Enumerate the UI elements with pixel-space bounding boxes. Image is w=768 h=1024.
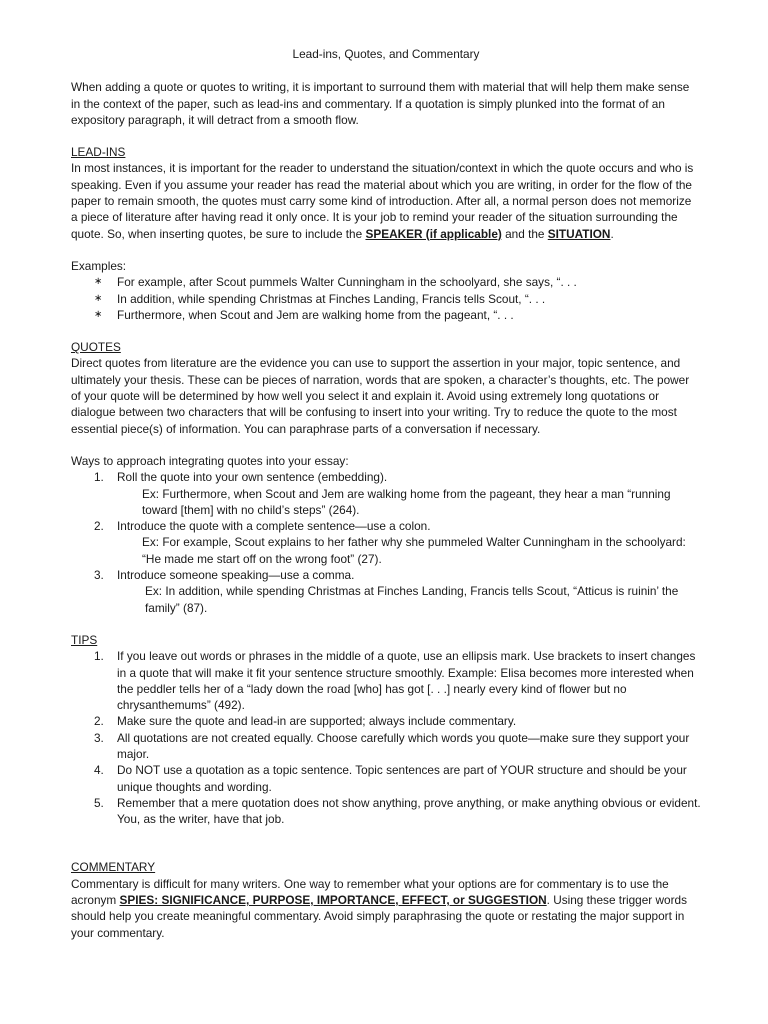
commentary-body-before: Commentary is difficult for many writers. One way to remember what your options are for commentary is to use the acronym [71, 876, 669, 908]
spies-acronym-emphasis: SPIES: SIGNIFICANCE, PURPOSE, IMPORTANCE, EFFECT, or SUGGESTION [119, 893, 547, 908]
list-item: 1. Roll the quote into your own sentence (embedding). [94, 470, 388, 485]
tips-heading: TIPS [71, 632, 98, 647]
list-item: 3. Introduce someone speaking—use a comma. [94, 568, 355, 583]
leadins-paragraph [71, 160, 701, 241]
list-item: ∗ For example, after Scout pummels Walter Cunningham in the schoolyard, she says, “. . . [94, 275, 577, 290]
quotes-paragraph: Direct quotes from literature are the evidence you can use to support the assertion in your major, topic sentence, and ultimately your thesis. These can be pieces of narration, words that are spoken, a character’s thoughts, etc. The power of your quote will be determined by how well you select it and explain it. Avoid using extremely long quotations or dialogue between two characters that will be confusing to insert into your writing. Try to reduce the quote to the most essential piece(s) of information. You can paraphrase parts of a conversation if necessary. [71, 356, 690, 436]
list-item: 1. If you leave out words or phrases in the middle of a quote, use an ellipsis mark. Use brackets to insert changes in a quote that will make it fit your sentence structure smoothly. Example: Elisa becomes more interested when the peddler tells her of a “lady down the road [who] has got [. . .] nearly every kind of flower but no chrysanthemums” (492). [94, 649, 696, 713]
ways-list [71, 469, 701, 616]
examples-list [71, 274, 701, 323]
document-page [71, 46, 701, 941]
commentary-body-after: . Using these trigger words should help you create meaningful commentary. Avoid simply paraphrasing the quote or restating the major support in your commentary. [71, 893, 687, 940]
leadins-body: In most instances, it is important for the reader to understand the situation/context in which the quote occurs and who is speaking. Even if you assume your reader has read the material about which you are writing, in order for the flow of the paper to remain smooth, the quotes must carry some kind of introduction. After all, a normal person does not memorize a piece of literature after having read it only once. It is your job to remind your reader of the situation surrounding the quote. So, when inserting quotes, be sure to include the [71, 161, 694, 241]
quotes-heading: QUOTES [71, 340, 121, 355]
list-item: ∗ In addition, while spending Christmas at Finches Landing, Francis tells Scout, “. . . [94, 291, 546, 306]
commentary-heading: COMMENTARY [71, 860, 156, 875]
intro-paragraph: When adding a quote or quotes to writing, it is important to surround them with material that will help them make sense in the context of the paper, such as lead-ins and commentary. If a quotation is simply plunked into the format of an expository paragraph, it will detract from a smooth flow. [71, 80, 690, 127]
list-item: 2. Make sure the quote and lead-in are supported; always include commentary. [94, 714, 517, 729]
document-title: Lead-ins, Quotes, and Commentary [292, 47, 480, 61]
examples-label: Examples: [71, 258, 127, 273]
example-sentence: Ex: In addition, while spending Christmas at Finches Landing, Francis tells Scout, “Atticus is ruinin’ the family” (87). [145, 584, 679, 615]
list-item: 5. Remember that a mere quotation does not show anything, prove anything, or make anything obvious or evident. You, as the writer, have that job. [94, 795, 701, 827]
list-item: 4. Do NOT use a quotation as a topic sentence. Topic sentences are part of YOUR structure and should be your unique thoughts and wording. [94, 763, 687, 794]
list-item: 3. All quotations are not created equally. Choose carefully which words you quote—make sure they support your major. [94, 730, 690, 761]
leadins-and-the: and the [501, 226, 548, 241]
situation-emphasis: SITUATION [547, 226, 611, 241]
asterisk-bullet-icon: ∗ [94, 276, 103, 288]
example-sentence: Ex: For example, Scout explains to her father why she pummeled Walter Cunningham in the schoolyard: “He made me start off on the wrong foot” (27). [142, 535, 686, 566]
example-sentence: Ex: Furthermore, when Scout and Jem are walking home from the pageant, they hear a man “running toward [them] with no child’s steps” (264). [142, 486, 671, 517]
commentary-paragraph [71, 876, 701, 941]
asterisk-bullet-icon: ∗ [94, 292, 103, 304]
ways-label: Ways to approach integrating quotes into your essay: [71, 453, 349, 468]
leadins-period: . [610, 226, 614, 241]
list-item: ∗ Furthermore, when Scout and Jem are walking home from the pageant, “. . . [94, 307, 514, 322]
tips-list [71, 648, 701, 827]
speaker-emphasis: SPEAKER (if applicable) [365, 226, 502, 241]
leadins-heading: LEAD-INS [71, 145, 126, 160]
asterisk-bullet-icon: ∗ [94, 308, 103, 320]
list-item: 2. Introduce the quote with a complete sentence—use a colon. [94, 519, 431, 534]
